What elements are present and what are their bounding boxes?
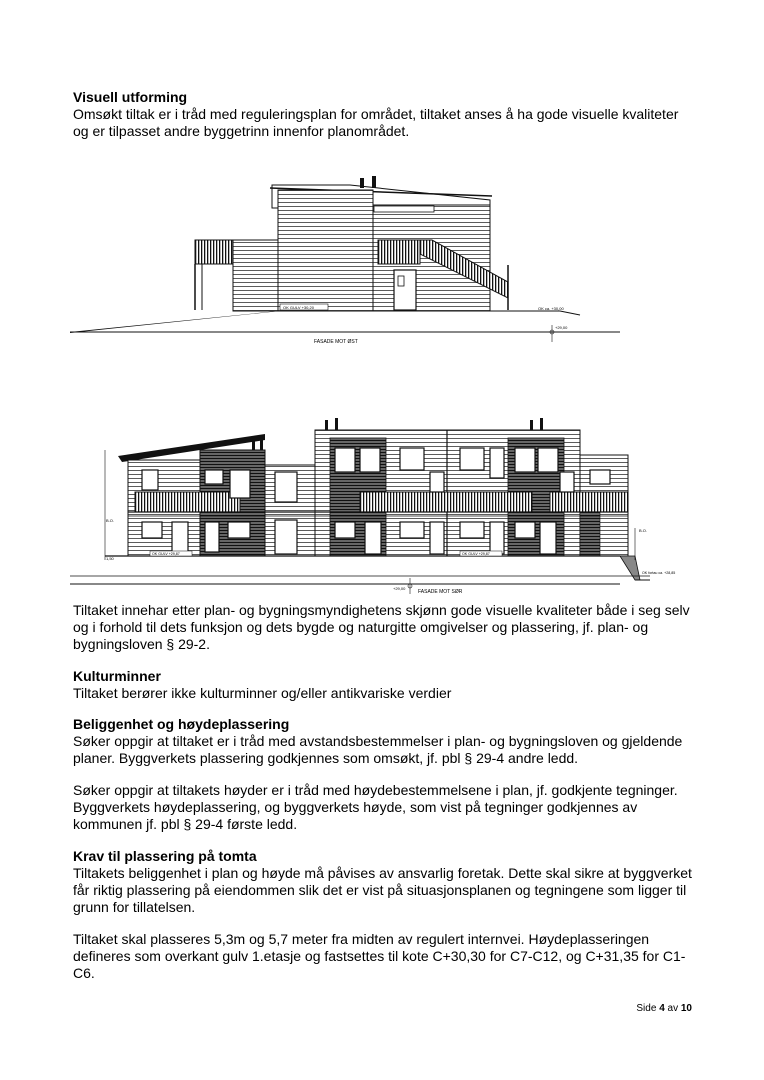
section-visual: [73, 89, 693, 140]
section-heritage: [73, 668, 693, 702]
level-label: +29,00: [393, 586, 406, 591]
page-footer: [600, 1003, 692, 1014]
footer-page-number: 4: [659, 1003, 665, 1014]
section-text: Søker oppgir at tiltakets høyder er i tråd med høydebestemmelsene i plan, jf. godkjente tegninger. Byggverkets høydeplassering, og byggverkets høyde, som vist på tegninger godkjennes av kommunen jf. pbl § 29-4 første ledd.: [73, 782, 678, 832]
drawing-title: FASADE MOT ØST: [314, 339, 358, 345]
section-heading: Kulturminner: [73, 668, 161, 684]
section-assessment: [73, 602, 693, 653]
footer-prefix: Side: [636, 1003, 657, 1014]
left-mark-label: 1,50: [106, 556, 114, 561]
ok-terrain-label: OK ca. +30,00: [538, 306, 564, 311]
drawing-title: FASADE MOT SØR: [418, 589, 463, 595]
bo-left-label: B.O.: [106, 518, 115, 523]
section-text: Søker oppgir at tiltaket er i tråd med avstandsbestemmelser i plan- og bygningsloven og gjeldende planer. Byggverkets plassering godkjennes som omsøkt, jf. pbl § 29-4 andre ledd.: [73, 733, 683, 766]
facade-south-drawing: [60, 410, 676, 600]
facade-east-drawing: [60, 170, 640, 350]
bo-right-label: B.O.: [639, 528, 648, 533]
section-placement-para2: [73, 931, 693, 982]
section-text: Tiltakets beliggenhet i plan og høyde må påvises av ansvarlig foretak. Dette skal sikre at byggverket får riktig plassering på eiendommen slik det er vist på situasjonsplanen og tegningene som ligger til grunn for tillatelsen.: [73, 865, 692, 915]
section-text: Tiltaket skal plasseres 5,3m og 5,7 meter fra midten av regulert internvei. Høydeplasseringen defineres som overkant gulv 1.etasje og fastsettes til kote C+30,30 for C7-C12, og C+31,35 for C1-C6.: [73, 931, 686, 981]
ok-floor-right-label: OK GULV +29,87: [462, 552, 490, 556]
section-placement: [73, 848, 693, 916]
section-heading: Krav til plassering på tomta: [73, 848, 257, 864]
level-label: +29,00: [555, 325, 568, 330]
footer-separator: av: [667, 1003, 679, 1014]
section-text: Omsøkt tiltak er i tråd med reguleringsplan for området, tiltaket anses å ha gode visuelle kvaliteter og er tilpasset andre byggetrinn innenfor planområdet.: [73, 106, 679, 139]
ok-terrain-label: OK fortau ca. +28,85: [642, 571, 676, 575]
section-heading: Visuell utforming: [73, 89, 188, 105]
ok-floor-label: OK GULV +30,20: [283, 305, 314, 310]
section-text: Tiltaket innehar etter plan- og bygningsmyndighetens skjønn gode visuelle kvaliteter både i seg selv og i forhold til dets funksjon og dets bygde og naturgitte omgivelser og plassering, jf. plan- og bygningsloven § 29-2.: [73, 602, 690, 652]
footer-page-total: 10: [680, 1003, 692, 1014]
section-text: Tiltaket berører ikke kulturminner og/eller antikvariske verdier: [73, 685, 452, 701]
section-heading: Beliggenhet og høydeplassering: [73, 716, 290, 732]
section-location-para2: [73, 782, 693, 833]
ok-floor-left-label: OK GULV +29,87: [152, 552, 180, 556]
section-location: [73, 716, 693, 767]
